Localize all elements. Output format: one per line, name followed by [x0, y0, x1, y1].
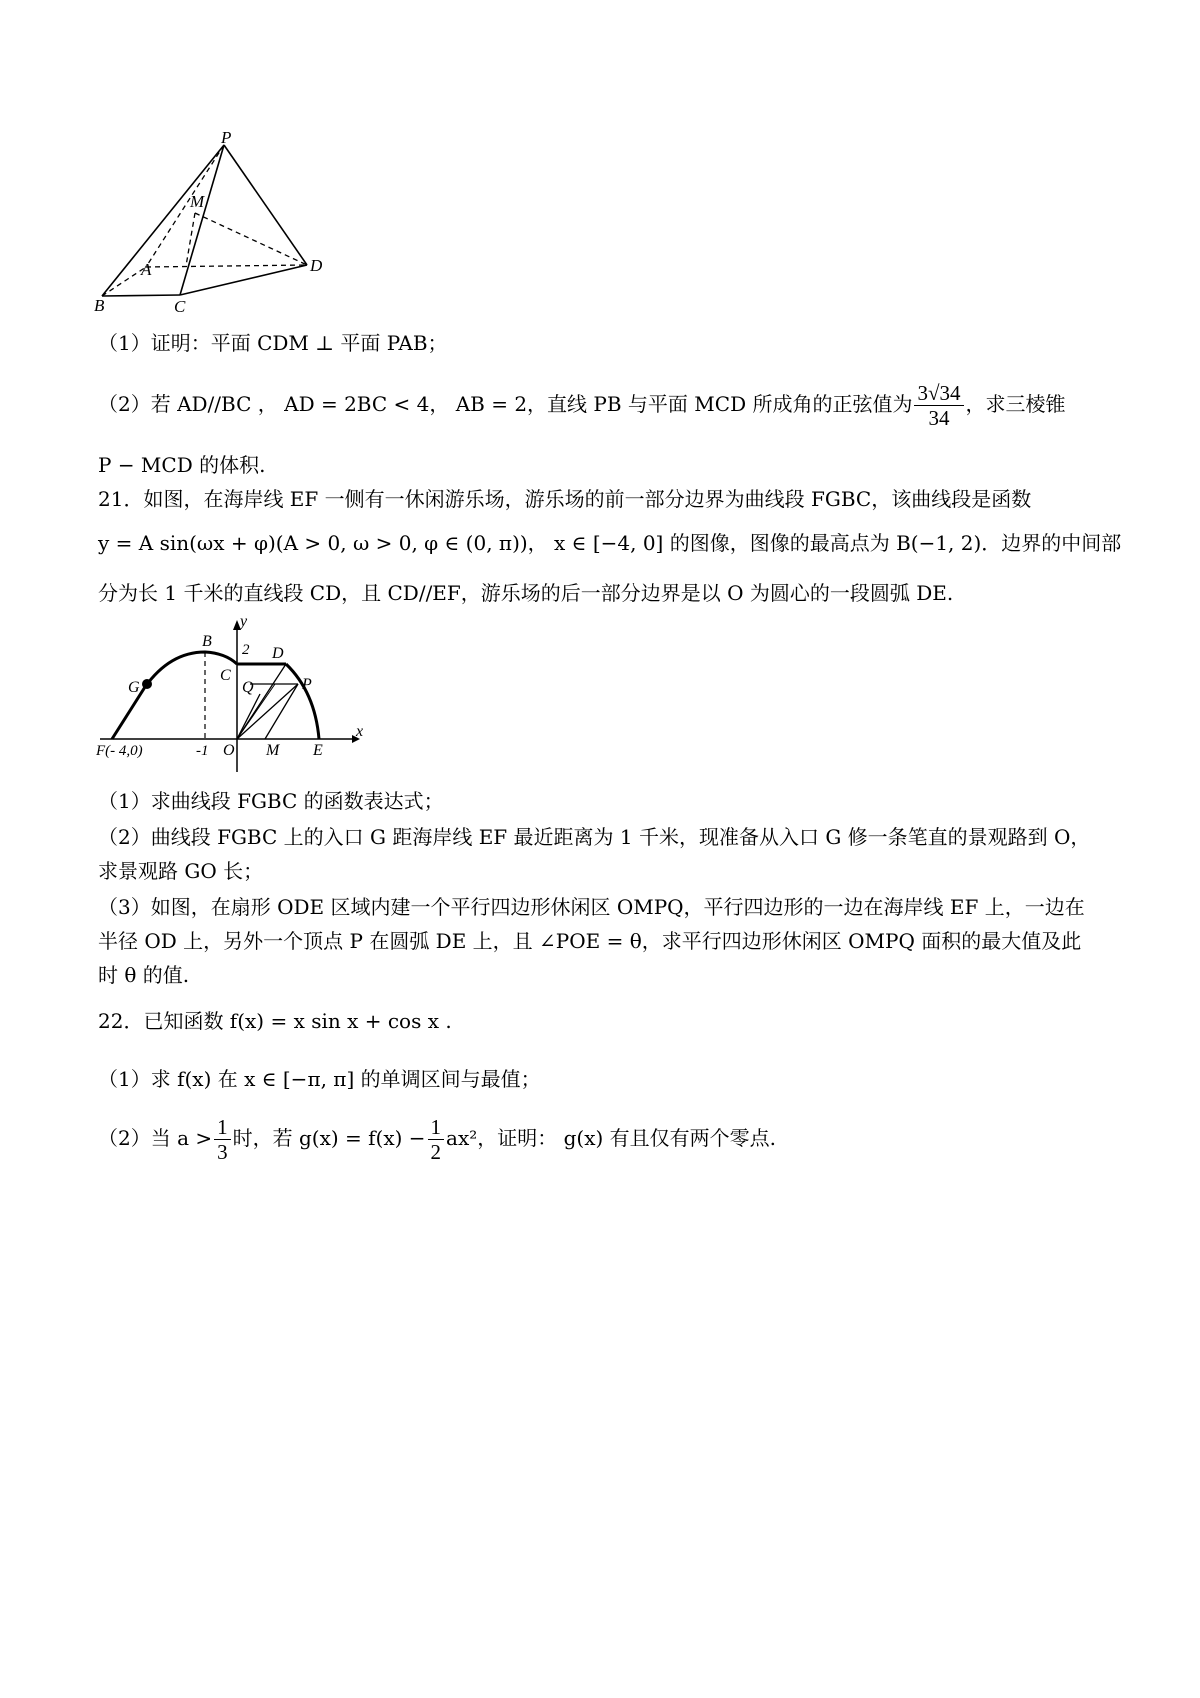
label-F: F(- 4,0): [96, 743, 143, 759]
pyramid-figure: [90, 125, 340, 320]
fraction-denominator: 3: [217, 1140, 228, 1164]
q22-part1: （1）求 f(x) 在 x ∈ [−π, π] 的单调区间与最值；: [98, 1067, 541, 1091]
q21-stem-line2: y = A sin(ωx + φ)(A > 0, ω > 0, φ ∈ (0, π))， x ∈ [−4, 0] 的图像，图像的最高点为 B(−1, 2)．边界的中间部: [98, 531, 1122, 555]
label-B: B: [202, 633, 212, 650]
label-P: P: [302, 676, 312, 693]
label-Q: Q: [242, 679, 254, 696]
label-E: E: [313, 742, 323, 759]
label-2: 2: [242, 642, 250, 658]
edge-PC: [180, 145, 224, 295]
segment-MP: [265, 684, 298, 739]
label-P: P: [221, 128, 232, 147]
q22-fraction-one-half: [428, 1115, 445, 1164]
fraction-denominator: 2: [430, 1140, 442, 1164]
segment-OQ: [237, 694, 260, 739]
q22-part2-tail: ax²，证明： g(x) 有且仅有两个零点.: [446, 1126, 777, 1150]
label-D: D: [310, 256, 323, 275]
label-M: M: [266, 742, 280, 759]
seg-MD: [195, 213, 307, 265]
edge-PD: [224, 145, 307, 265]
fraction-numerator: 1: [428, 1115, 445, 1140]
fraction-numerator: 3√34: [914, 381, 963, 406]
q21-part2-line2: 求景观路 GO 长；: [98, 859, 264, 883]
q20-part1: （1）证明：平面 CDM ⊥ 平面 PAB；: [98, 331, 448, 355]
edge-CD: [180, 265, 307, 295]
q21-part3-line1: （3）如图，在扇形 ODE 区域内建一个平行四边形休闲区 OMPQ，平行四边形的一边在海岸线 EF 上，一边在: [98, 895, 1085, 919]
q20-part2-tail: ，求三棱锥: [965, 392, 1066, 416]
q22-part2: [98, 1108, 776, 1168]
label-O: O: [223, 742, 235, 759]
edge-AB: [102, 267, 146, 296]
label-D: D: [272, 645, 284, 662]
label-x: x: [356, 723, 364, 740]
q21-stem-line3: 分为长 1 千米的直线段 CD，且 CD//EF，游乐场的后一部分边界是以 O 为圆心的一段圆弧 DE.: [98, 581, 954, 605]
label-C: C: [220, 667, 231, 684]
q21-part3-line3: 时 θ 的值.: [98, 963, 190, 987]
label-G: G: [128, 679, 140, 696]
q21-part1: （1）求曲线段 FGBC 的函数表达式；: [98, 789, 444, 813]
label-C: C: [174, 297, 186, 316]
q20-part2-end: P − MCD 的体积.: [98, 453, 266, 477]
label-y: y: [240, 613, 248, 630]
q22-fraction-one-third: [214, 1115, 231, 1164]
q22-part2-lead: （2）当 a >: [98, 1126, 213, 1150]
label-M: M: [190, 192, 205, 211]
q21-part2-line1: （2）曲线段 FGBC 上的入口 G 距海岸线 EF 最近距离为 1 千米，现准备从入口 G 修一条笔直的景观路到 O，: [98, 825, 1091, 849]
label-B: B: [94, 296, 105, 315]
edge-BC: [102, 295, 180, 296]
park-boundary-figure: [90, 612, 370, 782]
fraction-numerator: 1: [214, 1115, 231, 1140]
q22-part2-mid: 时，若 g(x) = f(x) −: [232, 1126, 426, 1150]
label-A: A: [141, 260, 152, 279]
q20-part2: [98, 378, 1066, 430]
q21-part3-line2: 半径 OD 上，另外一个顶点 P 在圆弧 DE 上，且 ∠POE = θ，求平行四边形休闲区 OMPQ 面积的最大值及此: [98, 929, 1082, 953]
edge-AD: [146, 265, 307, 267]
edge-PB: [102, 145, 224, 296]
q22-stem: 22．已知函数 f(x) = x sin x + cos x .: [98, 1009, 452, 1033]
label-neg1: -1: [196, 743, 209, 759]
point-G: [142, 679, 152, 689]
q21-stem-line1: 21．如图，在海岸线 EF 一侧有一休闲游乐场，游乐场的前一部分边界为曲线段 FGBC，该曲线段是函数: [98, 487, 1032, 511]
edge-PA: [146, 145, 224, 267]
q20-part2-text: （2）若 AD//BC ， AD = 2BC < 4， AB = 2，直线 PB 与平面 MCD 所成角的正弦值为: [98, 392, 913, 416]
q20-sine-fraction: [914, 381, 963, 430]
fraction-denominator: 34: [928, 406, 950, 430]
